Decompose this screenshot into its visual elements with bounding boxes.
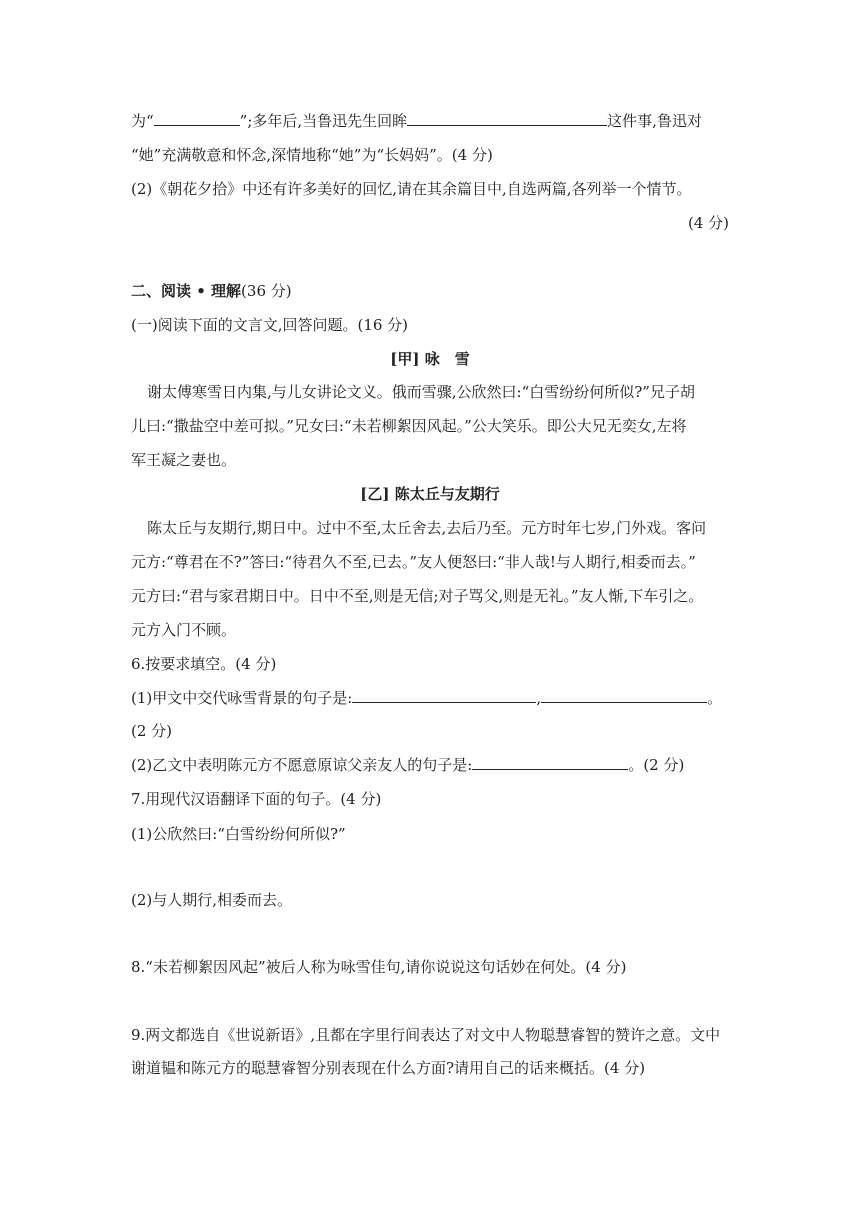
question-8-stem: 8.“未若柳絮因风起”被后人称为咏雪佳句,请你说说这句话妙在何处。(4 分): [131, 958, 627, 976]
text: 。: [707, 689, 723, 707]
section-title: 二、阅读 • 理解: [131, 282, 242, 300]
prev-question-part2: (2)《朝花夕拾》中还有许多美好的回忆,请在其余篇目中,自选两篇,各列举一个情节。: [131, 180, 692, 198]
section-score: (36 分): [241, 282, 292, 300]
prev-question-line1: [131, 111, 702, 131]
answer-blank: [472, 755, 628, 770]
text: ,: [536, 689, 542, 707]
answer-blank: [541, 688, 707, 703]
question-7-part1: (1)公欣然曰:“白雪纷纷何所似?”: [131, 825, 346, 843]
passage-b-line: 元方入门不顾。: [131, 621, 237, 639]
passage-b-line: 元方曰:“君与家君期日中。日中不至,则是无信;对子骂父,则是无礼。”友人惭,下车引之。: [131, 587, 704, 605]
prev-question-part2-score: (4 分): [687, 214, 729, 232]
passage-a-line: 军王凝之妻也。: [131, 451, 237, 469]
passage-a-line: 儿曰:“撒盐空中差可拟。”兄女曰:“未若柳絮因风起。”公大笑乐。即公大兄无奕女,左将: [131, 417, 687, 435]
text: ”;多年后,当鲁迅先生回眸: [239, 112, 408, 130]
text: 。(2 分): [628, 756, 685, 774]
text: 为“: [131, 112, 154, 130]
question-6-part2: [131, 755, 684, 775]
section-heading: [131, 281, 292, 301]
text: (1)甲文中交代咏雪背景的句子是:: [131, 689, 353, 707]
question-6-part1-score: (2 分): [131, 722, 173, 740]
answer-blank: [352, 688, 536, 703]
text: 这件事,鲁迅对: [607, 112, 702, 130]
subsection-heading: (一)阅读下面的文言文,回答问题。(16 分): [131, 316, 409, 334]
passage-a-title: [甲] 咏 雪: [390, 350, 470, 368]
prev-question-line2: “她”充满敬意和怀念,深情地称“她”为“长妈妈”。(4 分): [131, 146, 493, 164]
answer-blank: [154, 111, 240, 126]
passage-a-line: 谢太傅寒雪日内集,与儿女讲论文义。俄而雪骤,公欣然曰:“白雪纷纷何所似?”兄子胡: [147, 383, 695, 401]
question-9-line2: 谢道韫和陈元方的聪慧睿智分别表现在什么方面?请用自己的话来概括。(4 分): [131, 1059, 646, 1077]
passage-b-line: 元方:“尊君在不?”答曰:“待君久不至,已去。”友人便怒曰:“非人哉!与人期行,相委而去。”: [131, 553, 696, 571]
question-6-part1: [131, 688, 722, 708]
passage-b-title: [乙] 陈太丘与友期行: [360, 485, 500, 503]
answer-blank: [407, 111, 607, 126]
text: (2)乙文中表明陈元方不愿意原谅父亲友人的句子是:: [131, 756, 473, 774]
question-6-stem: 6.按要求填空。(4 分): [131, 655, 277, 673]
question-7-stem: 7.用现代汉语翻译下面的句子。(4 分): [131, 790, 382, 808]
question-7-part2: (2)与人期行,相委而去。: [131, 891, 293, 909]
question-9-line1: 9.两文都选自《世说新语》,且都在字里行间表达了对文中人物聪慧睿智的赞许之意。文中: [131, 1026, 721, 1044]
passage-b-line: 陈太丘与友期行,期日中。过中不至,太丘舍去,去后乃至。元方时年七岁,门外戏。客问: [147, 519, 707, 537]
